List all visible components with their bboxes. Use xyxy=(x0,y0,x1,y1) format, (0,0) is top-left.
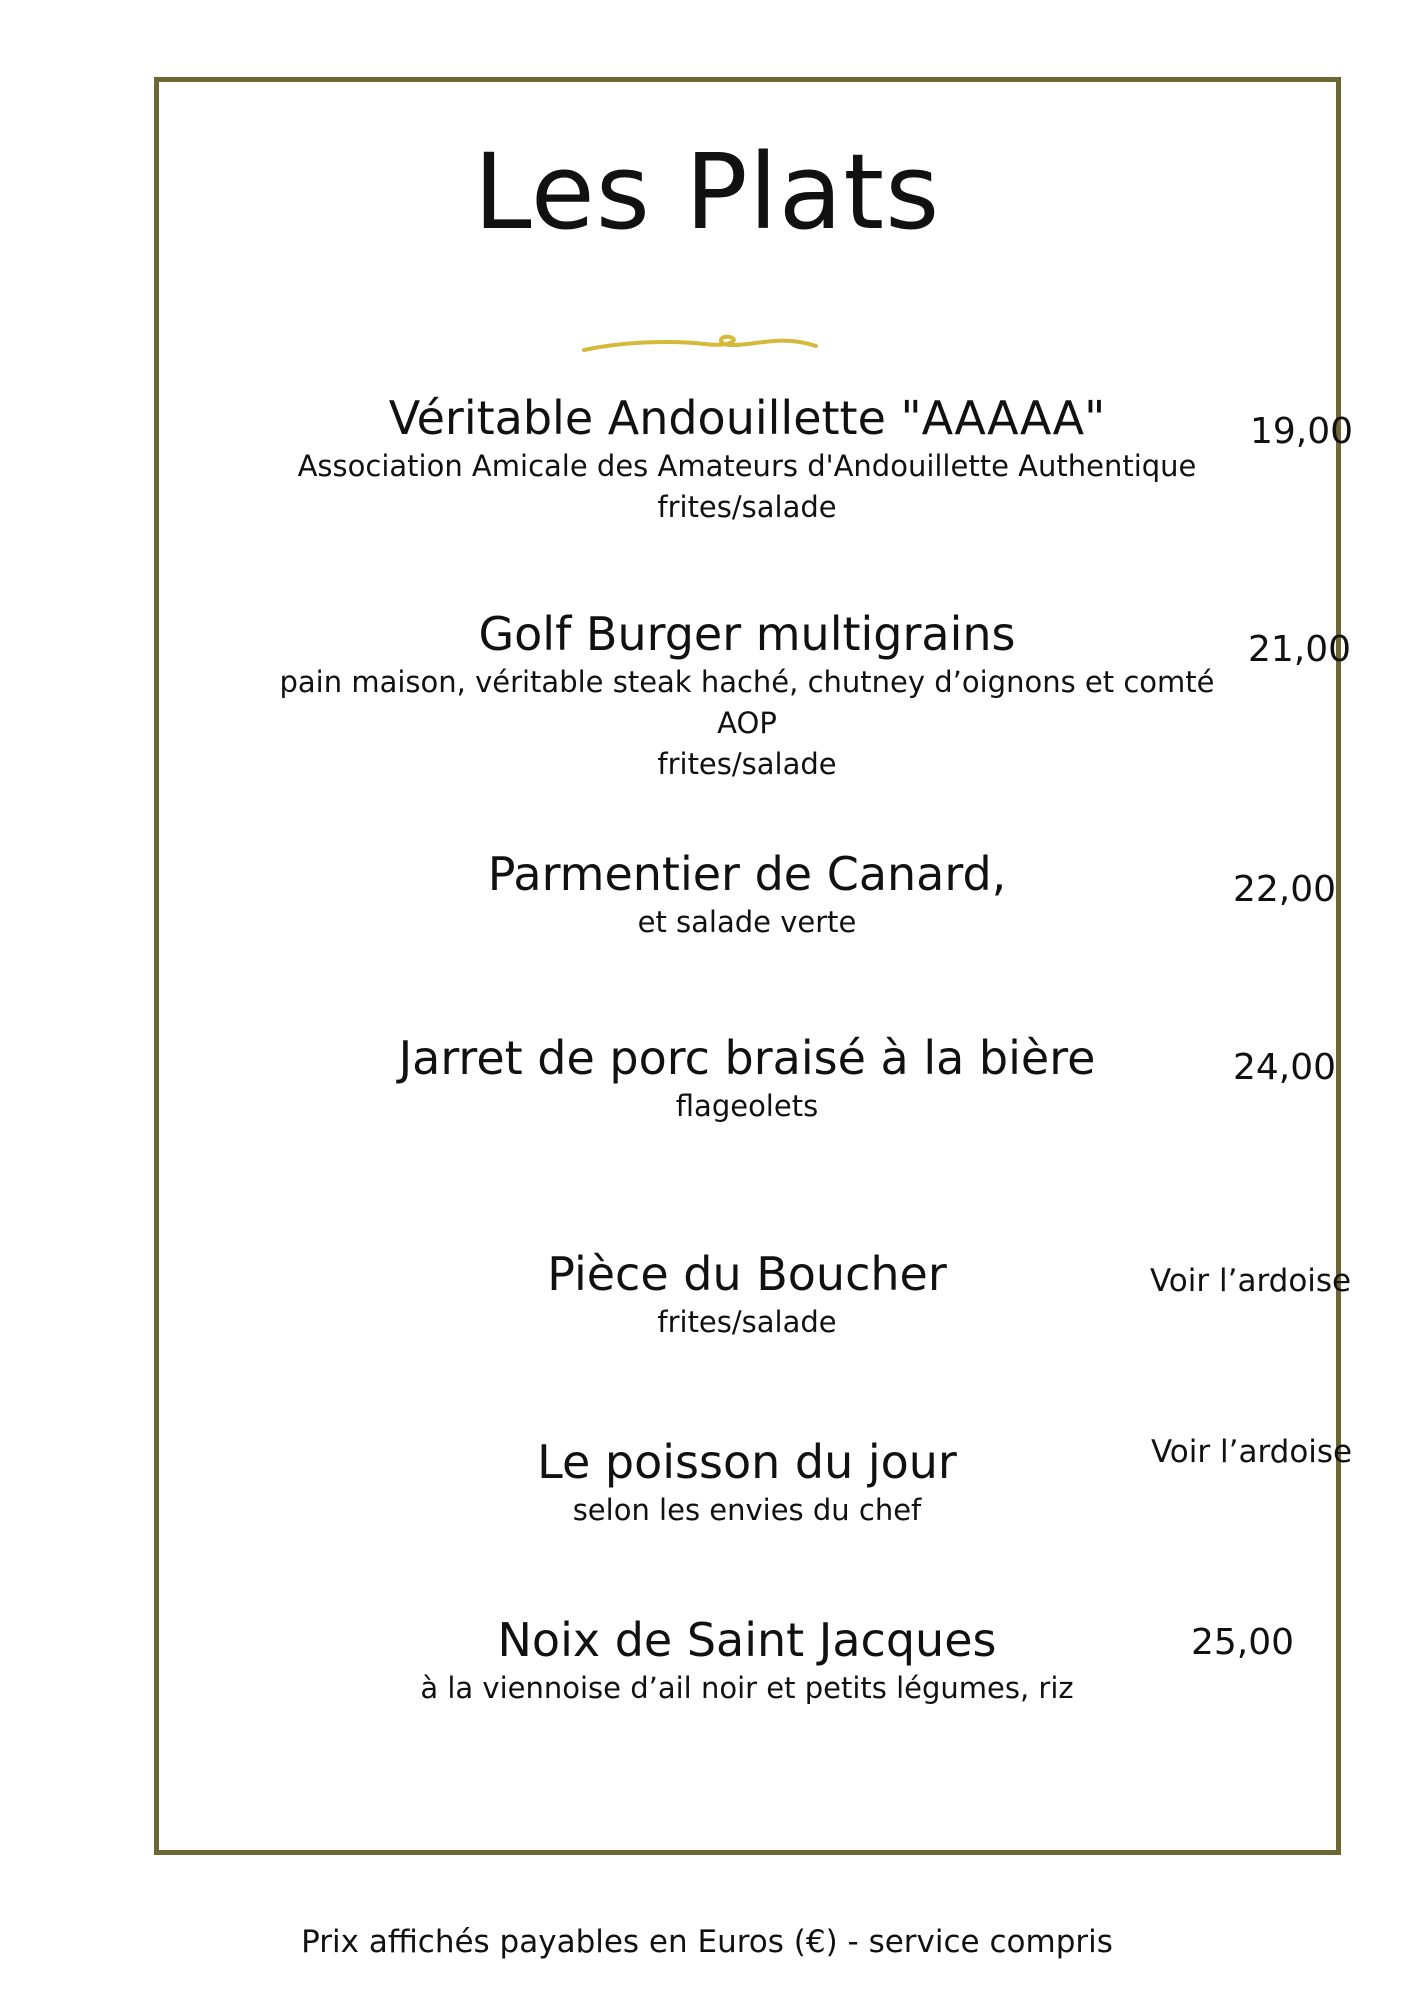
footer-note: Prix affichés payables en Euros (€) - service compris xyxy=(301,1924,1113,1960)
dish-side: frites/salade xyxy=(657,747,837,781)
dish-description: selon les envies du chef xyxy=(572,1493,922,1527)
menu-item xyxy=(247,390,1247,528)
dish-name: Jarret de porc braisé à la bière xyxy=(398,1031,1096,1085)
dish-description: et salade verte xyxy=(637,905,857,939)
dish-price: 19,00 xyxy=(1250,411,1354,452)
dish-name: Pièce du Boucher xyxy=(547,1247,947,1301)
menu-item xyxy=(247,606,1247,785)
flourish-ornament xyxy=(580,328,820,358)
menu-item xyxy=(247,1246,1247,1343)
dish-price: 21,00 xyxy=(1248,629,1352,670)
menu-item xyxy=(247,1434,1247,1531)
dish-description: à la viennoise d’ail noir et petits légumes, riz xyxy=(420,1671,1074,1705)
dish-name: Le poisson du jour xyxy=(537,1435,957,1489)
menu-item xyxy=(247,1612,1247,1709)
menu-item xyxy=(247,1030,1247,1127)
dish-price: 24,00 xyxy=(1233,1047,1337,1088)
dish-name: Golf Burger multigrains xyxy=(478,607,1016,661)
dish-description: frites/salade xyxy=(657,1305,837,1339)
dish-name: Véritable Andouillette "AAAAA" xyxy=(388,391,1106,445)
dish-price: Voir l’ardoise xyxy=(1150,1263,1352,1299)
dish-description: pain maison, véritable steak haché, chutney d’oignons et comté AOP xyxy=(279,665,1215,740)
menu-item xyxy=(247,846,1247,943)
dish-name: Noix de Saint Jacques xyxy=(497,1613,997,1667)
page-title: Les Plats xyxy=(473,131,941,253)
dish-side: frites/salade xyxy=(657,490,837,524)
dish-price: 22,00 xyxy=(1233,869,1337,910)
dish-price: 25,00 xyxy=(1191,1622,1295,1663)
dish-name: Parmentier de Canard, xyxy=(487,847,1007,901)
dish-price: Voir l’ardoise xyxy=(1151,1434,1353,1470)
dish-description: flageolets xyxy=(675,1089,819,1123)
dish-description: Association Amicale des Amateurs d'Andouillette Authentique xyxy=(297,449,1197,483)
